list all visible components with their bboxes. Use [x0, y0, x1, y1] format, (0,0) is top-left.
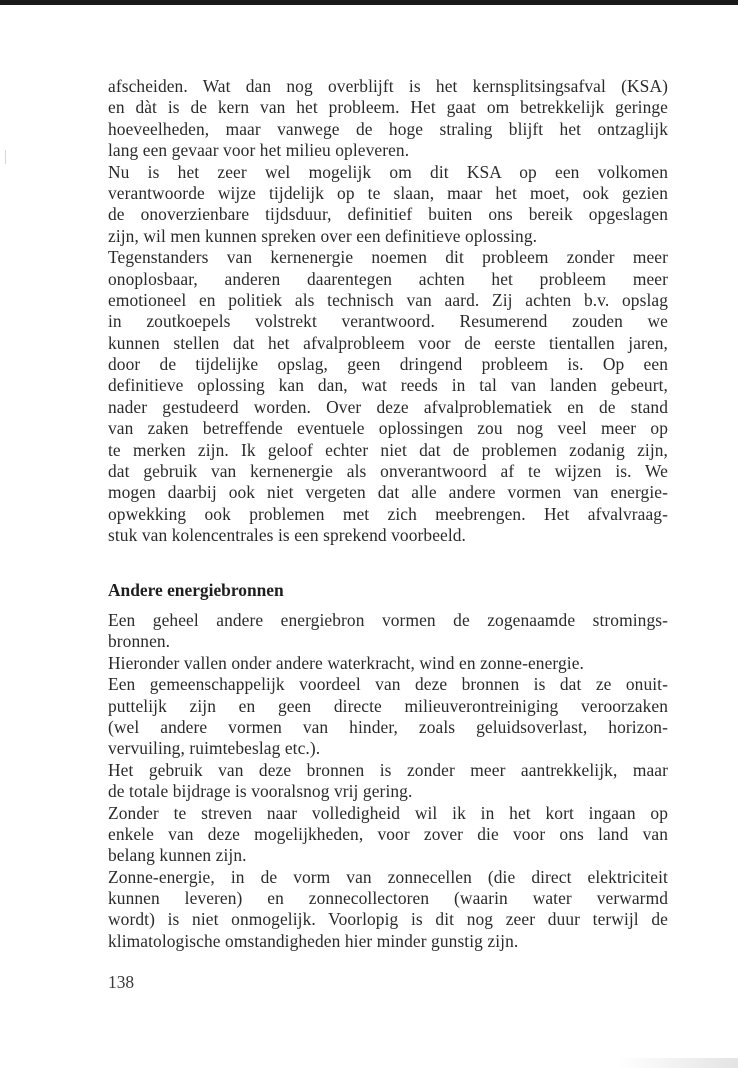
text-line: nader gestudeerd worden. Over deze afvalproblematiek en de stand: [108, 396, 668, 417]
text-line: dat gebruik van kernenergie als onverantwoord af te wijzen is. We: [108, 461, 668, 482]
text-line: hoeveelheden, maar vanwege de hoge straling blijft het ontzaglijk: [108, 118, 668, 139]
text-line: wordt) is niet onmogelijk. Voorlopig is dit nog zeer duur terwijl de: [108, 909, 668, 930]
text-line: de onoverzienbare tijdsduur, definitief buiten ons bereik opgeslagen: [108, 204, 668, 225]
page-number: 138: [108, 972, 135, 992]
text-line: verantwoorde wijze tijdelijk op te slaan, maar het moet, ook gezien: [108, 182, 668, 203]
page-body: [108, 76, 668, 952]
text-line: opwekking ook problemen met zich meebrengen. Het afvalvraag-: [108, 503, 668, 524]
text-line: definitieve oplossing kan dan, wat reeds in tal van landen gebeurt,: [108, 375, 668, 396]
text-line: vervuiling, ruimtebeslag etc.).: [108, 738, 321, 759]
text-line: enkele van deze mogelijkheden, voor zover die voor ons land van: [108, 823, 668, 844]
text-line: Hieronder vallen onder andere waterkracht, wind en zonne-energie.: [108, 652, 584, 673]
scan-shadow: [618, 1058, 738, 1068]
text-line: zijn, wil men kunnen spreken over een definitieve oplossing.: [108, 225, 538, 246]
text-line: Zonder te streven naar volledigheid wil ik in het kort ingaan op: [108, 802, 668, 823]
text-line: Een gemeenschappelijk voordeel van deze bronnen is dat ze onuit-: [108, 674, 668, 695]
text-line: Een geheel andere energiebron vormen de zogenaamde stromings-: [108, 609, 668, 630]
text-line: kunnen leveren) en zonnecollectoren (waarin water verwarmd: [108, 888, 668, 909]
text-line: kunnen stellen dat het afvalprobleem voor de eerste tientallen jaren,: [108, 332, 668, 353]
paragraph-block-nuclear-waste: [108, 76, 668, 547]
text-line: lang een gevaar voor het milieu opleveren.: [108, 140, 410, 161]
text-line: bronnen.: [108, 631, 171, 652]
section-heading: Andere energiebronnen: [108, 579, 284, 600]
text-line: door de tijdelijke opslag, geen dringend probleem is. Op een: [108, 354, 668, 375]
text-line: Nu is het zeer wel mogelijk om dit KSA op een volkomen: [108, 161, 668, 182]
text-line: klimatologische omstandigheden hier minder gunstig zijn.: [108, 930, 519, 951]
text-line: van zaken betreffende eventuele oplossingen zou nog veel meer op: [108, 418, 668, 439]
text-line: te merken zijn. Ik geloof echter niet dat de problemen zodanig zijn,: [108, 439, 668, 460]
text-line: belang kunnen zijn.: [108, 845, 247, 866]
text-line: Tegenstanders van kernenergie noemen dit probleem zonder meer: [108, 247, 668, 268]
margin-mark: [5, 150, 6, 164]
paragraph-block-energy-sources: [108, 610, 668, 952]
text-line: onoplosbaar, anderen daarentegen achten het probleem meer: [108, 268, 668, 289]
text-line: puttelijk zijn en geen directe milieuverontreiniging veroorzaken: [108, 695, 668, 716]
text-line: en dàt is de kern van het probleem. Het gaat om betrekkelijk geringe: [108, 97, 668, 118]
text-line: afscheiden. Wat dan nog overblijft is het kernsplitsingsafval (KSA): [108, 76, 668, 96]
text-line: stuk van kolencentrales is een sprekend voorbeeld.: [108, 525, 467, 546]
text-line: Het gebruik van deze bronnen is zonder meer aantrekkelijk, maar: [108, 759, 668, 780]
top-border-rule: [0, 0, 738, 5]
text-line: Zonne-energie, in de vorm van zonnecellen (die direct elektriciteit: [108, 866, 668, 887]
text-line: emotioneel en politiek als technisch van aard. Zij achten b.v. opslag: [108, 289, 668, 310]
text-line: mogen daarbij ook niet vergeten dat alle andere vormen van energie-: [108, 482, 668, 503]
text-line: in zoutkoepels volstrekt verantwoord. Resumerend zouden we: [108, 311, 668, 332]
text-line: (wel andere vormen van hinder, zoals geluidsoverlast, horizon-: [108, 716, 668, 737]
text-line: de totale bijdrage is vooralsnog vrij gering.: [108, 781, 413, 802]
